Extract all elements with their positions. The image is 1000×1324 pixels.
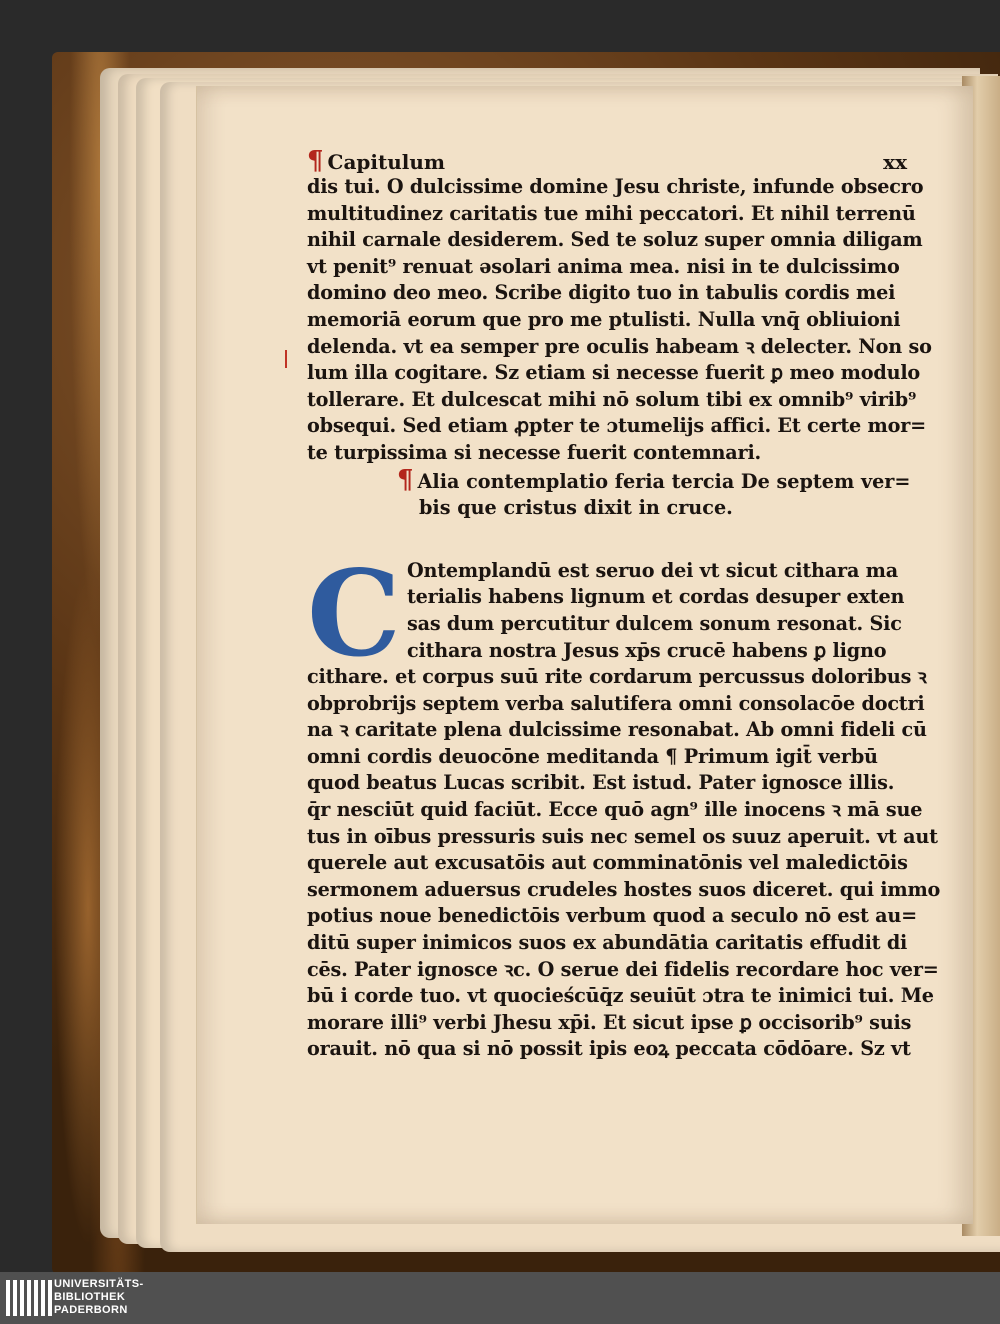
text-line: nihil carnale desiderem. Sed te soluz super omnia diligam xyxy=(307,228,923,252)
text-line: sas dum percutitur dulcem sonum resonat. Sic xyxy=(407,611,902,635)
pilcrow-icon: ¶ xyxy=(307,146,324,176)
text-line: cithara nostra Jesus xp̄s crucē habens ꝑ ligno xyxy=(407,638,887,662)
text-line: potius noue benedictōis verbum quod a seculo nō est au= xyxy=(307,904,918,928)
library-name: UNIVERSITÄTS- BIBLIOTHEK PADERBORN xyxy=(54,1278,144,1316)
text-line: vt penit⁹ renuat əsolari anima mea. nisi in te dulcissimo xyxy=(307,254,900,278)
text-line: orauit. nō qua si nō possit ipis eoꝝ peccata cōdōare. Sz vt xyxy=(307,1037,911,1061)
page-text-block xyxy=(307,146,941,1063)
text-line: querele aut excusatōis aut comminatōnis vel maledictōis xyxy=(307,851,908,875)
text-line: cithare. et corpus suū rite cordarum percussus doloribus ꝛ xyxy=(307,665,927,689)
text-line: morare illi⁹ verbi Jhesu xp̄i. Et sicut ipse ꝑ occisorib⁹ suis xyxy=(307,1010,912,1034)
text-line: terialis habens lignum et cordas desuper exten xyxy=(407,585,905,609)
subheading-line: ¶ Alia contemplatio feria tercia De septem ver= xyxy=(397,464,911,495)
subheading xyxy=(307,464,911,522)
text-line: obprobrijs septem verba salutifera omni consolacōe doctri xyxy=(307,691,925,715)
book-page xyxy=(196,86,973,1224)
text-line: lum illa cogitare. Sz etiam si necesse fuerit ꝑ meo modulo xyxy=(307,361,921,385)
text-line: sermonem aduersus crudeles hostes suos diceret. qui immo xyxy=(307,877,941,901)
text-line: tollerare. Et dulcescat mihi nō solum tibi ex omnib⁹ virib⁹ xyxy=(307,387,917,411)
folio-number: xx xyxy=(883,150,907,174)
decorated-initial: C xyxy=(307,543,401,683)
subheading-line: bis que cristus dixit in cruce. xyxy=(419,496,733,520)
text-block-body xyxy=(307,664,941,1063)
text-line: domino deo meo. Scribe digito tuo in tabulis cordis mei xyxy=(307,281,896,305)
main-paragraph xyxy=(307,543,941,1063)
text-line: ditū super inimicos suos ex abundātia caritatis effudit di xyxy=(307,931,908,955)
text-line: bū i corde tuo. vt quocieścūq̄z seuiūt ɔtra te inimici tui. Me xyxy=(307,984,934,1008)
chapter-heading: ¶ Capitulum xyxy=(307,146,446,176)
text-line: na ꝛ caritate plena dulcissime resonabat. Ab omni fideli cū xyxy=(307,718,927,742)
text-line: tus in oībus pressuris suis nec semel os suuz aperuit. vt aut xyxy=(307,824,938,848)
rubric-margin-mark xyxy=(285,350,287,368)
text-line: omni cordis deuocōne meditanda ¶ Primum igit̄ verbū xyxy=(307,744,878,768)
text-line: multitudinez caritatis tue mihi peccatori. Et nihil terrenū xyxy=(307,201,916,225)
text-line: delenda. vt ea semper pre oculis habeam ꝛ delecter. Non so xyxy=(307,334,932,358)
text-line: dis tui. O dulcissime domine Jesu christe, infunde obsecro xyxy=(307,175,924,198)
pilcrow-icon: ¶ xyxy=(397,464,414,495)
text-line: Ontemplandū est seruo dei vt sicut cithara ma xyxy=(407,558,898,582)
text-line: q̄r nesciūt quid faciūt. Ecce quō agn⁹ ille inocens ꝛ mā sue xyxy=(307,798,923,822)
library-logo-icon xyxy=(6,1280,52,1316)
text-line: memoriā eorum que pro me ptulisti. Nulla vnq̄ obliuioni xyxy=(307,307,901,331)
text-line: te turpissima si necesse fuerit contemnari. xyxy=(307,440,762,464)
library-footer xyxy=(0,1272,1000,1324)
text-block-top xyxy=(307,174,932,467)
page-header xyxy=(307,146,907,174)
text-line: obsequi. Sed etiam ꝓpter te ɔtumelijs affici. Et certe mor= xyxy=(307,414,927,438)
text-line: cēs. Pater ignosce ꝛc. O serue dei fidelis recordare hoc ver= xyxy=(307,957,939,981)
text-line: quod beatus Lucas scribit. Est istud. Pater ignosce illis. xyxy=(307,771,895,795)
